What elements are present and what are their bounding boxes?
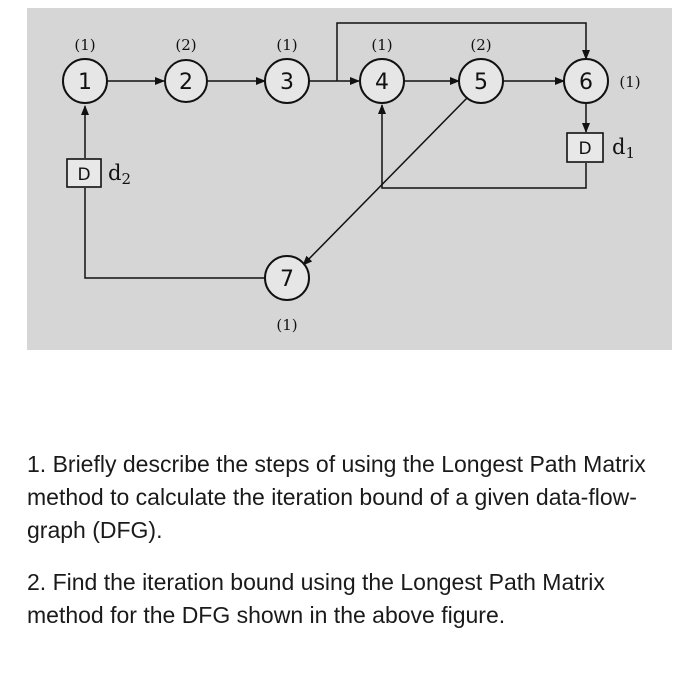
delay-label-d2: d2 <box>108 161 131 188</box>
node-2 <box>165 36 207 102</box>
delay-box-label: D <box>77 165 91 185</box>
node-label: 1 <box>78 70 92 95</box>
node-weight: (2) <box>175 36 197 54</box>
node-weight: (1) <box>371 36 393 54</box>
delay-label-d1: d1 <box>612 135 635 162</box>
dfg-figure <box>27 8 672 350</box>
node-6 <box>564 59 641 103</box>
node-label: 7 <box>280 267 294 292</box>
node-5 <box>459 36 503 103</box>
node-4 <box>360 36 404 103</box>
dfg-diagram <box>27 8 672 350</box>
node-weight: (1) <box>276 316 298 334</box>
edge-d1-4 <box>382 105 586 188</box>
node-label: 6 <box>579 70 593 95</box>
node-label: 2 <box>179 70 193 95</box>
question-2: 2. Find the iteration bound using the Longest Path Matrix method for the DFG shown in the above figure. <box>27 569 605 628</box>
node-3 <box>265 36 309 103</box>
node-weight: (2) <box>470 36 492 54</box>
edge-5-7 <box>303 98 467 265</box>
delay-box-label: D <box>578 139 592 159</box>
node-label: 4 <box>375 70 389 95</box>
node-weight: (1) <box>619 73 641 91</box>
node-weight: (1) <box>276 36 298 54</box>
question-list <box>27 448 667 651</box>
node-label: 3 <box>280 70 294 95</box>
node-weight: (1) <box>74 36 96 54</box>
question-1: 1. Briefly describe the steps of using the Longest Path Matrix method to calculate the iteration bound of a given data-flow-graph (DFG). <box>27 451 646 543</box>
node-1 <box>63 36 107 103</box>
node-label: 5 <box>474 70 488 95</box>
node-7 <box>265 256 309 334</box>
delay-d2 <box>67 159 131 188</box>
edge-7-d2-1 <box>85 188 265 278</box>
delay-d1 <box>567 133 635 162</box>
